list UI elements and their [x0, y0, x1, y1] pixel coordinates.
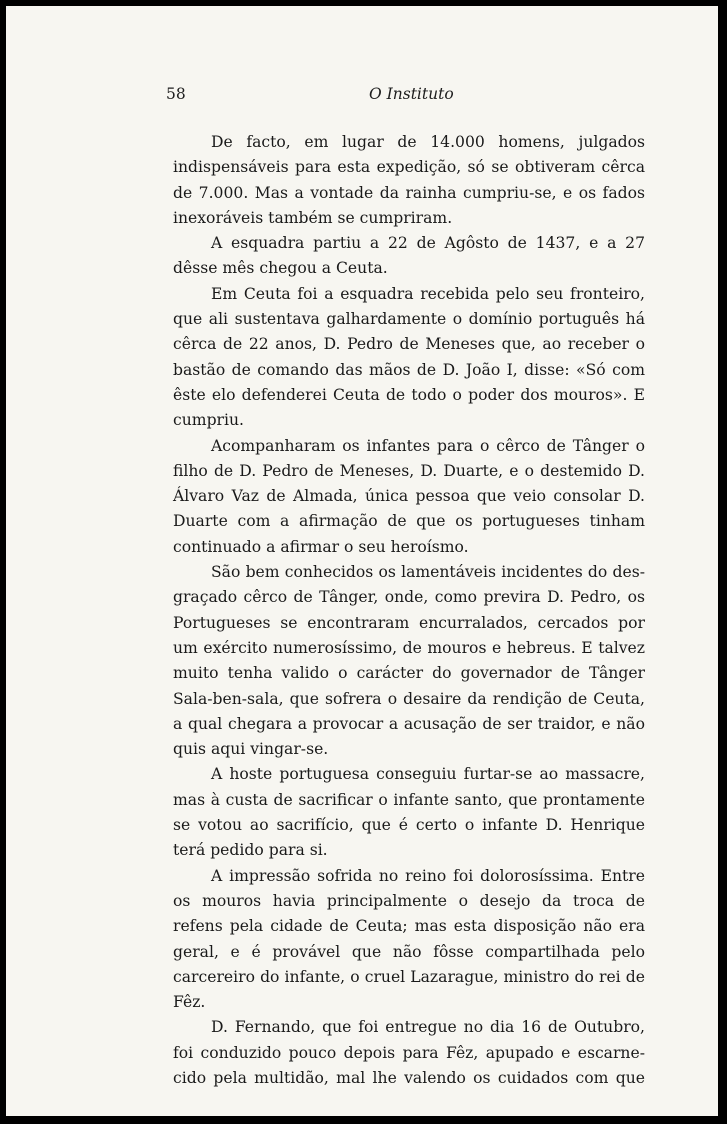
- paragraph: De facto, em lugar de 14.000 homens, julgados indispensáveis para esta expedição, só se obtiveram cêrca de 7.000. Mas a vontade da rainha cumpriu-se, e os fados inexoráveis também se cumpriram.: [173, 133, 645, 227]
- paragraph: D. Fernando, que foi entregue no dia 16 de Outubro, foi conduzido pouco depois para Fêz, apupado e escarnecido pela multidão, mal lhe valendo os cuidados com que: [173, 1018, 645, 1087]
- paragraph: Em Ceuta foi a esquadra recebida pelo seu fronteiro, que ali sustentava galhardamente o domínio português há cêrca de 22 anos, D. Pedro de Meneses que, ao receber o bastão de comando das mãos de D. João I, disse: «Só com êste elo defenderei Ceuta de todo o poder dos mouros». E cumpriu.: [173, 284, 645, 430]
- paragraph: A hoste portuguesa conseguiu furtar-se ao massacre, mas à custa de sacrificar o infante santo, que prontamente se votou ao sacrifício, que é certo o infante D. Henrique terá pedido para si.: [173, 765, 645, 860]
- paragraph: A impressão sofrida no reino foi dolorosíssima. Entre os mouros havia principalmente o desejo da troca de refens pela cidade de Ceuta; mas esta disposição não era geral, e é provável que não fôsse compartilhada pelo carcereiro do infante, o cruel Lazarague, ministro do rei de Fêz.: [173, 866, 645, 1012]
- book-page: [6, 6, 718, 1116]
- running-head: [6, 85, 718, 105]
- paragraph: A esquadra partiu a 22 de Agôsto de 1437, e a 27 dêsse mês chegou a Ceuta.: [173, 234, 645, 278]
- paragraph: Acompanharam os infantes para o cêrco de Tânger o filho de D. Pedro de Meneses, D. Duarte, e o destemido D. Álvaro Vaz de Almada, única pessoa que veio consolar D. Duarte com a afirmação de que os portugueses tinham continuado a afirmar o seu heroísmo.: [173, 436, 645, 556]
- body-text: [173, 130, 645, 1091]
- paragraph: São bem conhecidos os lamentáveis incidentes do desgraçado cêrco de Tânger, onde, como previra D. Pedro, os Portugueses se encontraram encurralados, cercados por um exército numerosíssimo, de mouros e hebreus. E talvez muito tenha valido o carácter do governador de Tânger Sala-ben-sala, que sofrera o desaire da rendição de Ceuta, a qual chegara a provocar a acusação de ser traidor, e não quis aqui vingar-se.: [173, 563, 645, 759]
- page-number: 58: [166, 85, 186, 103]
- running-title: O Instituto: [369, 85, 454, 103]
